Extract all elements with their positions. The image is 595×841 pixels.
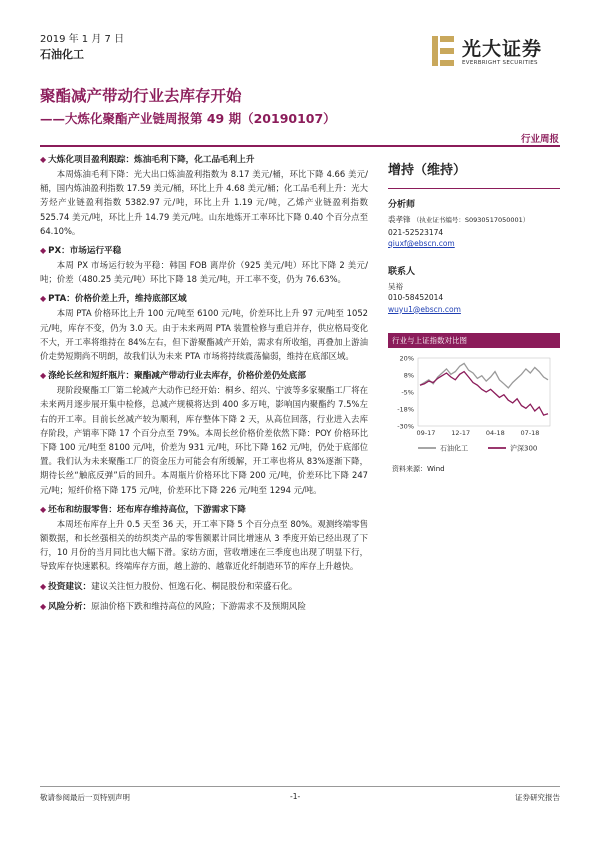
section-heading-text: 风险分析： bbox=[48, 601, 92, 612]
analyst-phone: 021-52523174 bbox=[388, 227, 444, 237]
footer-divider bbox=[40, 786, 560, 787]
bullet-diamond-icon: ◆ bbox=[40, 581, 47, 591]
section-heading bbox=[40, 292, 368, 306]
section-heading-text: PTA：价格价差上升，维持底部区域 bbox=[48, 294, 187, 305]
section-fabric bbox=[40, 503, 368, 574]
footer-report-type: 证券研究报告 bbox=[515, 793, 560, 802]
page-number: -1- bbox=[290, 792, 301, 801]
contact-email-link[interactable]: wuyu1@ebscn.com bbox=[388, 304, 461, 314]
x-tick-label: 04-18 bbox=[485, 429, 505, 437]
section-heading-text: 投资建议： bbox=[48, 581, 92, 592]
company-logo bbox=[430, 34, 570, 74]
y-tick-label: -18% bbox=[397, 405, 414, 414]
x-tick-label: 12-17 bbox=[451, 429, 471, 437]
section-heading bbox=[40, 369, 368, 383]
y-tick-label: -5% bbox=[401, 388, 414, 397]
section-paragraph: 本周 PX 市场运行较为平稳：韩国 FOB 离岸价（925 美元/吨）环比下降 2 美元/吨；价差（480.25 美元/吨）环比下降 18 美元/吨，开工率不变，仍为 76.63%。 bbox=[40, 260, 368, 285]
bullet-diamond-icon: ◆ bbox=[40, 246, 47, 256]
section-heading bbox=[40, 600, 368, 614]
y-tick-label: 8% bbox=[403, 371, 414, 380]
analyst-license: （执业证书编号：S0930517050001） bbox=[412, 216, 530, 224]
sidebar bbox=[388, 153, 560, 315]
logo-mark-icon bbox=[430, 34, 456, 68]
bullet-diamond-icon: ◆ bbox=[40, 294, 47, 304]
bullet-diamond-icon: ◆ bbox=[40, 601, 47, 611]
x-tick-label: 07-18 bbox=[520, 429, 540, 437]
logo-text: 光大证券 bbox=[462, 38, 543, 60]
section-heading-text: 坯布和纺服零售：坯布库存维持高位，下游需求下降 bbox=[48, 504, 246, 515]
section-paragraph: 本周炼油毛利下降：光大出口炼油盈利指数为 8.17 美元/桶，环比下降 4.66 美元/桶，国内炼油盈利指数 17.59 美元/桶，环比上升 4.68 美元/桶；化工品毛利上升：光大芳烃产业链盈利指数 5382.97 元/吨，环比上升 1.19 元/吨，乙烯产业链盈利指数 525.74 美元/吨，环比上升 14.79 美元/吨。山东地炼开工率环比下降 0.40 个百分点至 64.10%。 bbox=[40, 169, 368, 236]
legend-label: 沪深300 bbox=[510, 444, 538, 453]
contact-phone: 010-58452014 bbox=[388, 293, 444, 302]
section-paragraph: 本周坯布库存上升 0.5 天至 36 天，开工率下降 5 个百分点至 80%。观测终端零售额数据，和长丝强相关的纺织类产品的零售额累计同比增速从 3 季度开始已经出现了下行，10 月份的当月同比也大幅下滑。家纺方面，营收增速在三季度也出现了明显下行，导致库存快速累积。终端库存方面，越上游的、越靠近化纤制造环节的库存上升越快。 bbox=[40, 518, 368, 572]
main-content bbox=[40, 153, 368, 620]
analyst-email-link[interactable]: qiuxf@ebscn.com bbox=[388, 239, 455, 248]
section-paragraph: 本周 PTA 价格环比上升 100 元/吨至 6100 元/吨，价差环比上升 97 元/吨至 1052 元/吨，库存不变，仍为 3.0 天。由于未来两周 PTA 装置检修与重启并存，供应格局变化不大，开工率将维持在 84%左右，但下游聚酯减产开始，需求有所收缩，再叠加上游油价走势短期尚不明朗，故我们认为未来 PTA 市场将持续震荡偏弱，维持在底部区域。 bbox=[40, 308, 368, 362]
chart-title: 行业与上证指数对比图 bbox=[388, 333, 560, 348]
analyst-line bbox=[388, 214, 560, 227]
report-date: 2019 年 1 月 7 日 bbox=[40, 34, 125, 45]
bullet-diamond-icon: ◆ bbox=[40, 504, 47, 514]
section-heading bbox=[40, 580, 368, 594]
legend-label: 石油化工 bbox=[440, 444, 468, 453]
x-tick-label: 09-17 bbox=[416, 429, 436, 437]
footer-disclaimer: 敬请参阅最后一页特别声明 bbox=[40, 793, 130, 802]
plot-frame bbox=[418, 358, 550, 426]
contact-name: 吴裕 bbox=[388, 281, 403, 291]
y-tick-label: -30% bbox=[397, 422, 414, 431]
section-refining bbox=[40, 153, 368, 238]
section-pta bbox=[40, 292, 368, 363]
section-risk bbox=[40, 600, 368, 614]
section-px bbox=[40, 244, 368, 286]
section-paragraph: 现阶段聚酯工厂第二轮减产大动作已经开始：桐乡、绍兴、宁波等多家聚酯工厂将在未来两月逐步展开集中检修，总减产规模将达到 400 多万吨，影响国内聚酯约 7.5%左右的开工率。目前长丝减产较为顺利，库存整体下降 2 天，从高位回落，行业进入去库存阶段，产销率下降 17 个百分点至 79%。本周长丝价格价差依然下降：POY 价格环比下降 100 元/吨至 8100 元/吨，价差为 931 元/吨，环比下降 162 元/吨，仍处于底部位置。我们认为未来聚酯工厂的资金压力可能会有所缓解，开工率也将从 83%逐渐下降，期待长丝“触底反弹”后的回升。本周瓶片价格环比下降 200 元/吨，价差环比下降 247 元/吨；短纤价格下降 175 元/吨，价差环比下降 226 元/吨至 1294 元/吨。 bbox=[40, 385, 368, 495]
industry-label: 石油化工 bbox=[40, 48, 84, 61]
bullet-diamond-icon: ◆ bbox=[40, 371, 47, 381]
report-title: 聚酯减产带动行业去库存开始 bbox=[40, 87, 242, 105]
analyst-email-line bbox=[388, 238, 560, 250]
rating: 增持（维持） bbox=[388, 163, 467, 178]
report-subtitle: ——大炼化聚酯产业链周报第 49 期（20190107） bbox=[40, 111, 336, 126]
analyst-heading: 分析师 bbox=[388, 200, 416, 210]
series-line-petrochemical bbox=[420, 363, 548, 388]
contact-heading: 联系人 bbox=[388, 266, 416, 277]
header-divider bbox=[40, 145, 560, 147]
section-heading bbox=[40, 503, 368, 517]
section-inline-text: 建议关注恒力股份、恒逸石化、桐昆股份和荣盛石化。 bbox=[91, 581, 298, 592]
section-polyester bbox=[40, 369, 368, 497]
section-heading-text: 大炼化项目盈利跟踪：炼油毛利下降，化工品毛利上升 bbox=[48, 155, 255, 165]
section-investment bbox=[40, 580, 368, 594]
section-heading bbox=[40, 153, 368, 167]
logo-english-text: EVERBRIGHT SECURITIES bbox=[462, 60, 538, 66]
bullet-diamond-icon: ◆ bbox=[40, 155, 47, 164]
contact-email-line bbox=[388, 304, 560, 316]
section-inline-text: 原油价格下跌和维持高位的风险；下游需求不及预期风险 bbox=[91, 601, 306, 612]
y-tick-label: 20% bbox=[399, 354, 414, 363]
analyst-name: 裘孝锋 bbox=[388, 215, 411, 224]
chart-source: 资料来源：Wind bbox=[392, 465, 445, 473]
comparison-chart bbox=[388, 352, 560, 462]
section-heading-text: 涤纶长丝和短纤瓶片：聚酯减产带动行业去库存，价格价差仍处底部 bbox=[48, 371, 306, 382]
sidebar-divider bbox=[388, 188, 560, 189]
report-type-label: 行业周报 bbox=[520, 134, 559, 145]
section-heading bbox=[40, 244, 368, 258]
section-heading-text: PX：市场运行平稳 bbox=[48, 246, 122, 257]
